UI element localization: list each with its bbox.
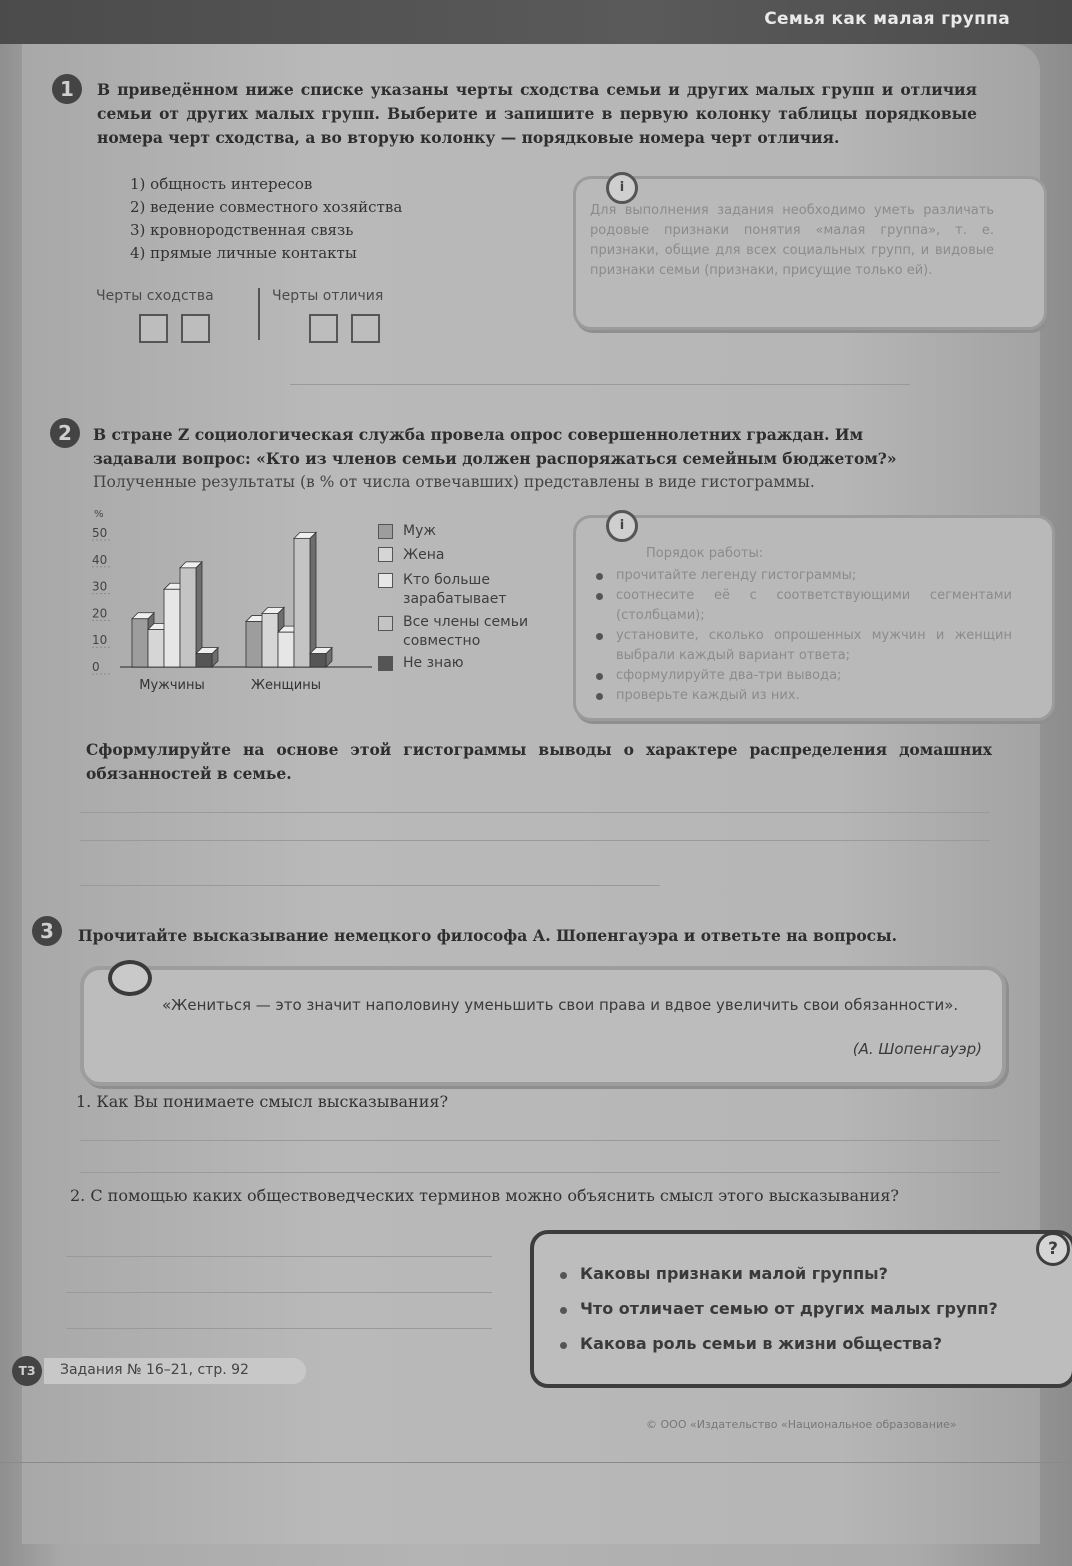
task3-question-2: 2. С помощью каких обществоведческих терминов можно объяснить смысл этого высказывания?	[70, 1186, 900, 1205]
answer-line[interactable]	[80, 1172, 1000, 1173]
bar-men-0	[132, 619, 148, 667]
bar-men-4	[196, 654, 212, 667]
bar-women-4	[310, 654, 326, 667]
help-questions-box	[530, 1230, 1072, 1388]
y-tick-label: 50	[92, 526, 108, 540]
answer-line[interactable]	[80, 812, 990, 813]
answer-box-similar-1[interactable]	[139, 314, 168, 343]
task2-hint-title: Порядок работы:	[646, 546, 764, 561]
task2-text-line: задавали вопрос: «Кто из членов семьи должен распоряжаться семейным бюджетом?»	[93, 449, 897, 468]
x-category-label: Женщины	[251, 678, 321, 693]
legend-swatch-husband	[378, 524, 393, 539]
list-item: прочитайте легенду гистограммы;	[592, 566, 1012, 586]
answer-box-diff-2[interactable]	[351, 314, 380, 343]
bar-men-1	[148, 629, 164, 667]
bullet-icon	[596, 633, 603, 640]
answer-line[interactable]	[80, 885, 660, 886]
list-item: соотнесите её с соответствующими сегментами (столбцами);	[592, 586, 1012, 626]
y-tick-label: 20	[92, 606, 108, 621]
bar-women-3	[294, 538, 310, 667]
list-item: 2) ведение совместного хозяйства	[130, 198, 403, 216]
column-divider	[258, 288, 260, 340]
tasks-ref-text: Задания № 16–21, стр. 92	[60, 1362, 249, 1378]
histogram-chart	[80, 505, 380, 695]
list-item: сформулируйте два-три вывода;	[592, 666, 1012, 686]
task3-number: 3	[32, 916, 62, 946]
column-similar-label: Черты сходства	[96, 288, 214, 304]
help-question: Что отличает семью от других малых групп?	[580, 1299, 998, 1318]
help-question: Какова роль семьи в жизни общества?	[580, 1334, 943, 1353]
list-item: 4) прямые личные контакты	[130, 244, 357, 262]
answer-line[interactable]	[66, 1328, 492, 1329]
list-item: проверьте каждый из них.	[592, 686, 1012, 706]
quote-box	[80, 966, 1006, 1086]
legend-dontknow: Не знаю	[403, 655, 464, 671]
bullet-icon	[596, 573, 603, 580]
task2-text-line: В стране Z социологическая служба провела опрос совершеннолетних граждан. Им	[93, 425, 864, 444]
page-header-title: Семья как малая группа	[764, 9, 1010, 29]
copyright-text: © ООО «Издательство «Национальное образование»	[646, 1418, 957, 1431]
legend-wife: Жена	[403, 547, 445, 563]
legend-husband: Муж	[403, 523, 436, 539]
header-band	[0, 0, 1072, 44]
legend-swatch-dontknow	[378, 656, 393, 671]
answer-line[interactable]	[66, 1292, 492, 1293]
task1-text: В приведённом ниже списке указаны черты сходства семьи и других малых групп и отличия семьи от других малых групп. Выберите и запишите в первую колонку таблицы порядковые номера черт сходства, а во вторую колонку — порядковые номера черт отличия.	[97, 80, 977, 147]
answer-line[interactable]	[66, 1256, 492, 1257]
legend-swatch-all	[378, 616, 393, 631]
list-item: 1) общность интересов	[130, 175, 313, 193]
y-tick-label: 30	[92, 579, 108, 594]
task3-question-1: 1. Как Вы понимаете смысл высказывания?	[76, 1092, 449, 1111]
workbook-badge: ТЗ	[12, 1356, 42, 1386]
x-category-label: Мужчины	[139, 678, 205, 693]
help-question: Каковы признаки малой группы?	[580, 1264, 888, 1283]
answer-box-similar-2[interactable]	[181, 314, 210, 343]
bullet-icon	[596, 693, 603, 700]
task1-number: 1	[52, 74, 82, 104]
question-icon: ?	[1036, 1232, 1070, 1266]
legend-swatch-earner	[378, 573, 393, 588]
bullet-icon	[560, 1342, 567, 1349]
legend-earner-1: Кто больше	[403, 572, 490, 588]
bullet-icon	[596, 673, 603, 680]
task2-text	[93, 423, 983, 471]
bullet-icon	[560, 1272, 567, 1279]
bar-women-0	[246, 621, 262, 667]
y-tick-label: 10	[92, 633, 108, 648]
y-tick-label: 40	[92, 552, 108, 567]
task2-question: Сформулируйте на основе этой гистограммы выводы о характере распределения домашних обязанностей в семье.	[86, 740, 992, 783]
bar-side	[310, 532, 316, 667]
y-tick-label: 0	[92, 660, 100, 674]
quote-icon	[108, 960, 152, 996]
answer-line[interactable]	[80, 1140, 1000, 1141]
bar-men-3	[180, 568, 196, 667]
bar-women-2	[278, 632, 294, 667]
answer-box-diff-1[interactable]	[309, 314, 338, 343]
task2-hint-box	[573, 515, 1055, 721]
legend-all-1: Все члены семьи	[403, 614, 529, 630]
page-edge	[0, 1462, 1072, 1463]
task2-hint-list	[592, 566, 1012, 706]
legend-all-2: совместно	[403, 633, 481, 649]
y-axis-label: %	[94, 509, 104, 520]
list-item: 3) кровнородственная связь	[130, 221, 354, 239]
answer-line[interactable]	[80, 840, 990, 841]
quote-text: «Жениться — это значит наполовину уменьшить свои права и вдвое увеличить свои обязанности».	[162, 996, 959, 1014]
task2-number: 2	[50, 418, 80, 448]
task2-text-line3: Полученные результаты (в % от числа отвечавших) представлены в виде гистограммы.	[93, 473, 815, 491]
task1-hint-text: Для выполнения задания необходимо уметь различать родовые признаки понятия «малая группа», т. е. признаки, общие для всех социальных групп, и видовые признаки семьи (признаки, присущие только ей).	[590, 203, 994, 278]
task1-list	[130, 173, 402, 265]
task3-text: Прочитайте высказывание немецкого философа А. Шопенгауэра и ответьте на вопросы.	[78, 926, 898, 945]
bullet-icon	[560, 1307, 567, 1314]
divider-line	[290, 384, 910, 385]
lightbulb-icon: i	[606, 172, 638, 204]
column-diff-label: Черты отличия	[272, 288, 384, 304]
bar-women-1	[262, 613, 278, 667]
task1-hint-box	[573, 176, 1047, 330]
bar-men-2	[164, 589, 180, 667]
bullet-icon	[596, 593, 603, 600]
lightbulb-icon: i	[606, 510, 638, 542]
legend-earner-2: зарабатывает	[403, 591, 507, 607]
legend-swatch-wife	[378, 547, 393, 562]
list-item: установите, сколько опрошенных мужчин и женщин выбрали каждый вариант ответа;	[592, 626, 1012, 666]
quote-author: (А. Шопенгауэр)	[852, 1040, 982, 1058]
